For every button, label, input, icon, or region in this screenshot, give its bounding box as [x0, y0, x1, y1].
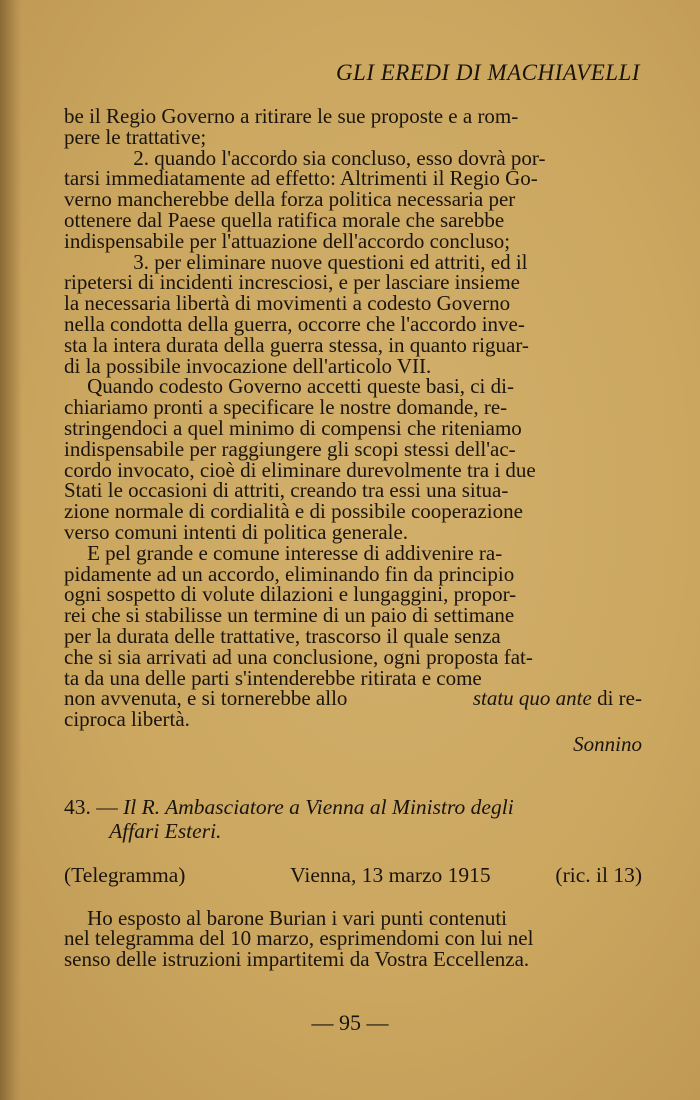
- text-line: indispensabile per l'attuazione dell'accordo concluso;: [64, 228, 511, 253]
- text-line: ciproca libertà.: [64, 707, 190, 732]
- running-head: GLI EREDI DI MACHIAVELLI: [335, 60, 640, 85]
- text-line: per la durata delle trattative, trascorso il quale senza: [64, 623, 501, 648]
- text-line: ottenere dal Paese quella ratifica morale che sarebbe: [64, 207, 505, 232]
- text-segment: [473, 688, 642, 709]
- text-line: E pel grande e comune interesse di addivenire ra-: [87, 540, 503, 565]
- text-line: senso delle istruzioni impartitemi da Vostra Eccellenza.: [64, 947, 530, 972]
- text-line: che si sia arrivati ad una conclusione, ogni proposta fat-: [64, 644, 533, 669]
- text-line: [64, 688, 642, 709]
- text-line: ripetersi di incidenti incresciosi, e per lasciare insieme: [64, 270, 520, 295]
- text-segment: non avvenuta, e si tornerebbe allo: [64, 686, 348, 711]
- text-line: indispensabile per raggiungere gli scopi stessi dell'ac-: [64, 436, 516, 461]
- signature: Sonnino: [573, 731, 642, 756]
- page-gutter-shadow: [0, 0, 22, 1100]
- text-line: verno mancherebbe della forza politica necessaria per: [64, 187, 516, 212]
- text-segment: di re-: [597, 686, 642, 711]
- text-line: tarsi immediatamente ad effetto: Altrimenti il Regio Go-: [64, 166, 538, 191]
- document-title-line: Affari Esteri.: [109, 818, 222, 843]
- text-line: be il Regio Governo a ritirare le sue proposte e a rom-: [64, 104, 519, 128]
- telegram-type: (Telegramma): [64, 862, 186, 887]
- text-line: stringendoci a quel minimo di compensi che riteniamo: [64, 415, 522, 440]
- text-line: verso comuni intenti di politica generale.: [64, 519, 409, 544]
- text-line: di la possibile invocazione dell'articolo VII.: [64, 353, 432, 378]
- text-line: nel telegramma del 10 marzo, esprimendomi con lui nel: [64, 926, 534, 951]
- text-line: Stati le occasioni di attriti, creando tra essi una situa-: [64, 478, 509, 503]
- text-line: cordo invocato, cioè di eliminare durevolmente tra i due: [64, 457, 536, 482]
- text-line: 2. quando l'accordo sia concluso, esso dovrà por-: [133, 145, 546, 170]
- page-number: — 95 —: [311, 1010, 389, 1035]
- text-line: chiariamo pronti a specificare le nostre domande, re-: [64, 395, 508, 420]
- text-line: Ho esposto al barone Burian i vari punti contenuti: [87, 905, 508, 930]
- telegram-received: (ric. il 13): [555, 862, 642, 887]
- text-line: Quando codesto Governo accetti queste basi, ci di-: [87, 374, 514, 399]
- text-line: la necessaria libertà di movimenti a codesto Governo: [64, 291, 511, 316]
- text-line: pidamente ad un accordo, eliminando fin da principio: [64, 561, 515, 586]
- body-text: [64, 106, 642, 970]
- text-line: zione normale di cordialità e di possibile cooperazione: [64, 499, 523, 524]
- document-title-line: Il R. Ambasciatore a Vienna al Ministro degli: [123, 794, 514, 819]
- telegram-place-date: Vienna, 13 marzo 1915: [290, 862, 491, 887]
- text-line: 3. per eliminare nuove questioni ed attriti, ed il: [133, 249, 528, 274]
- document-number: 43. —: [64, 794, 118, 819]
- document-heading: [64, 795, 642, 843]
- text-line: pere le trattative;: [64, 124, 207, 149]
- italic-phrase: statu quo ante: [472, 686, 592, 711]
- text-line: rei che si stabilisse un termine di un paio di settimane: [64, 603, 515, 628]
- text-line: ta da una delle parti s'intenderebbe ritirata e come: [64, 665, 482, 690]
- text-line: sta la intera durata della guerra stessa, in quanto riguar-: [64, 332, 529, 357]
- text-line: nella condotta della guerra, occorre che l'accordo inve-: [64, 311, 525, 336]
- telegram-header: [64, 862, 642, 887]
- text-line: ogni sospetto di volute dilazioni e lungaggini, propor-: [64, 582, 517, 607]
